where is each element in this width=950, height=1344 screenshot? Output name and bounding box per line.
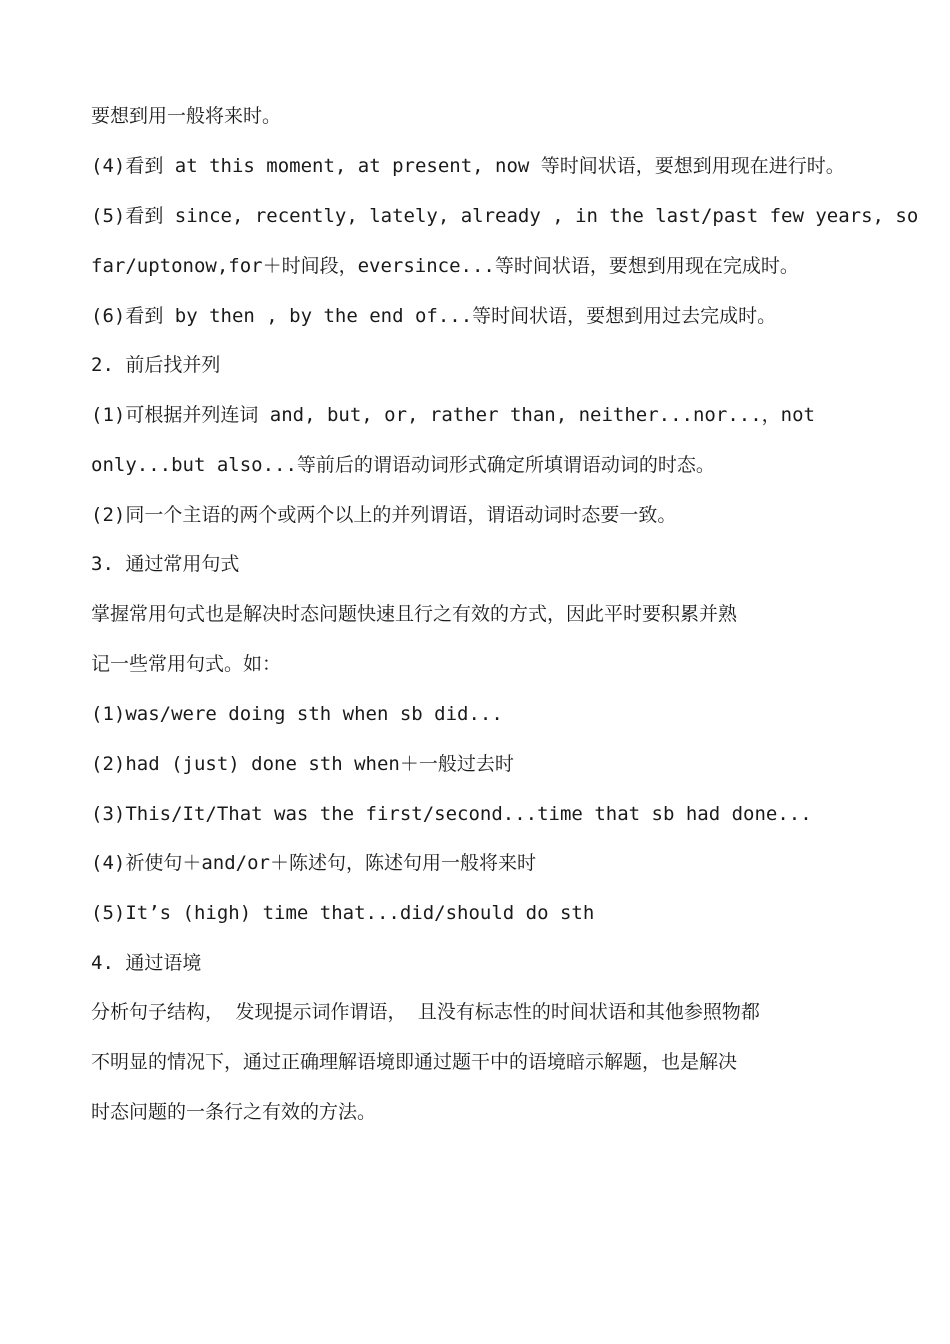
section-heading: 4. 通过语境 [91,952,202,974]
text-line: 不明显的情况下，通过正确理解语境即通过题干中的语境暗示解题，也是解决 [91,1051,738,1073]
text-line: (3)This/It/That was the first/second...time that sb had done... [91,803,812,825]
text-line: 记一些常用句式。如： [91,653,282,675]
text-line: (2)同一个主语的两个或两个以上的并列谓语，谓语动词时态要一致。 [91,504,677,526]
text-line: (5)It’s (high) time that...did/should do sth [91,902,595,924]
text-line: 掌握常用句式也是解决时态问题快速且行之有效的方式，因此平时要积累并熟 [91,603,738,625]
text-line: (5)看到 since, recently, lately, already , in the last/past few years, so [91,205,919,227]
text-line: (4)看到 at this moment, at present, now 等时间状语，要想到用现在进行时。 [91,155,845,177]
section-heading: 3. 通过常用句式 [91,553,240,575]
text-line: 时态问题的一条行之有效的方法。 [91,1101,377,1123]
text-line: (1)可根据并列连词 and, but, or, rather than, neither...nor...，not [91,404,815,426]
text-line: far/uptonow,for＋时间段，eversince...等时间状语，要想到用现在完成时。 [91,255,799,277]
text-line: 分析句子结构， 发现提示词作谓语， 且没有标志性的时间状语和其他参照物都 [91,1001,760,1023]
text-line: (2)had (just) done sth when＋一般过去时 [91,753,514,775]
text-line: only...but also...等前后的谓语动词形式确定所填谓语动词的时态。 [91,454,715,476]
section-heading: 2. 前后找并列 [91,354,221,376]
text-line: 要想到用一般将来时。 [91,105,282,127]
text-line: (4)祈使句＋and/or＋陈述句，陈述句用一般将来时 [91,852,536,874]
text-line: (6)看到 by then , by the end of...等时间状语，要想到用过去完成时。 [91,305,777,327]
text-line: (1)was/were doing sth when sb did... [91,703,503,725]
